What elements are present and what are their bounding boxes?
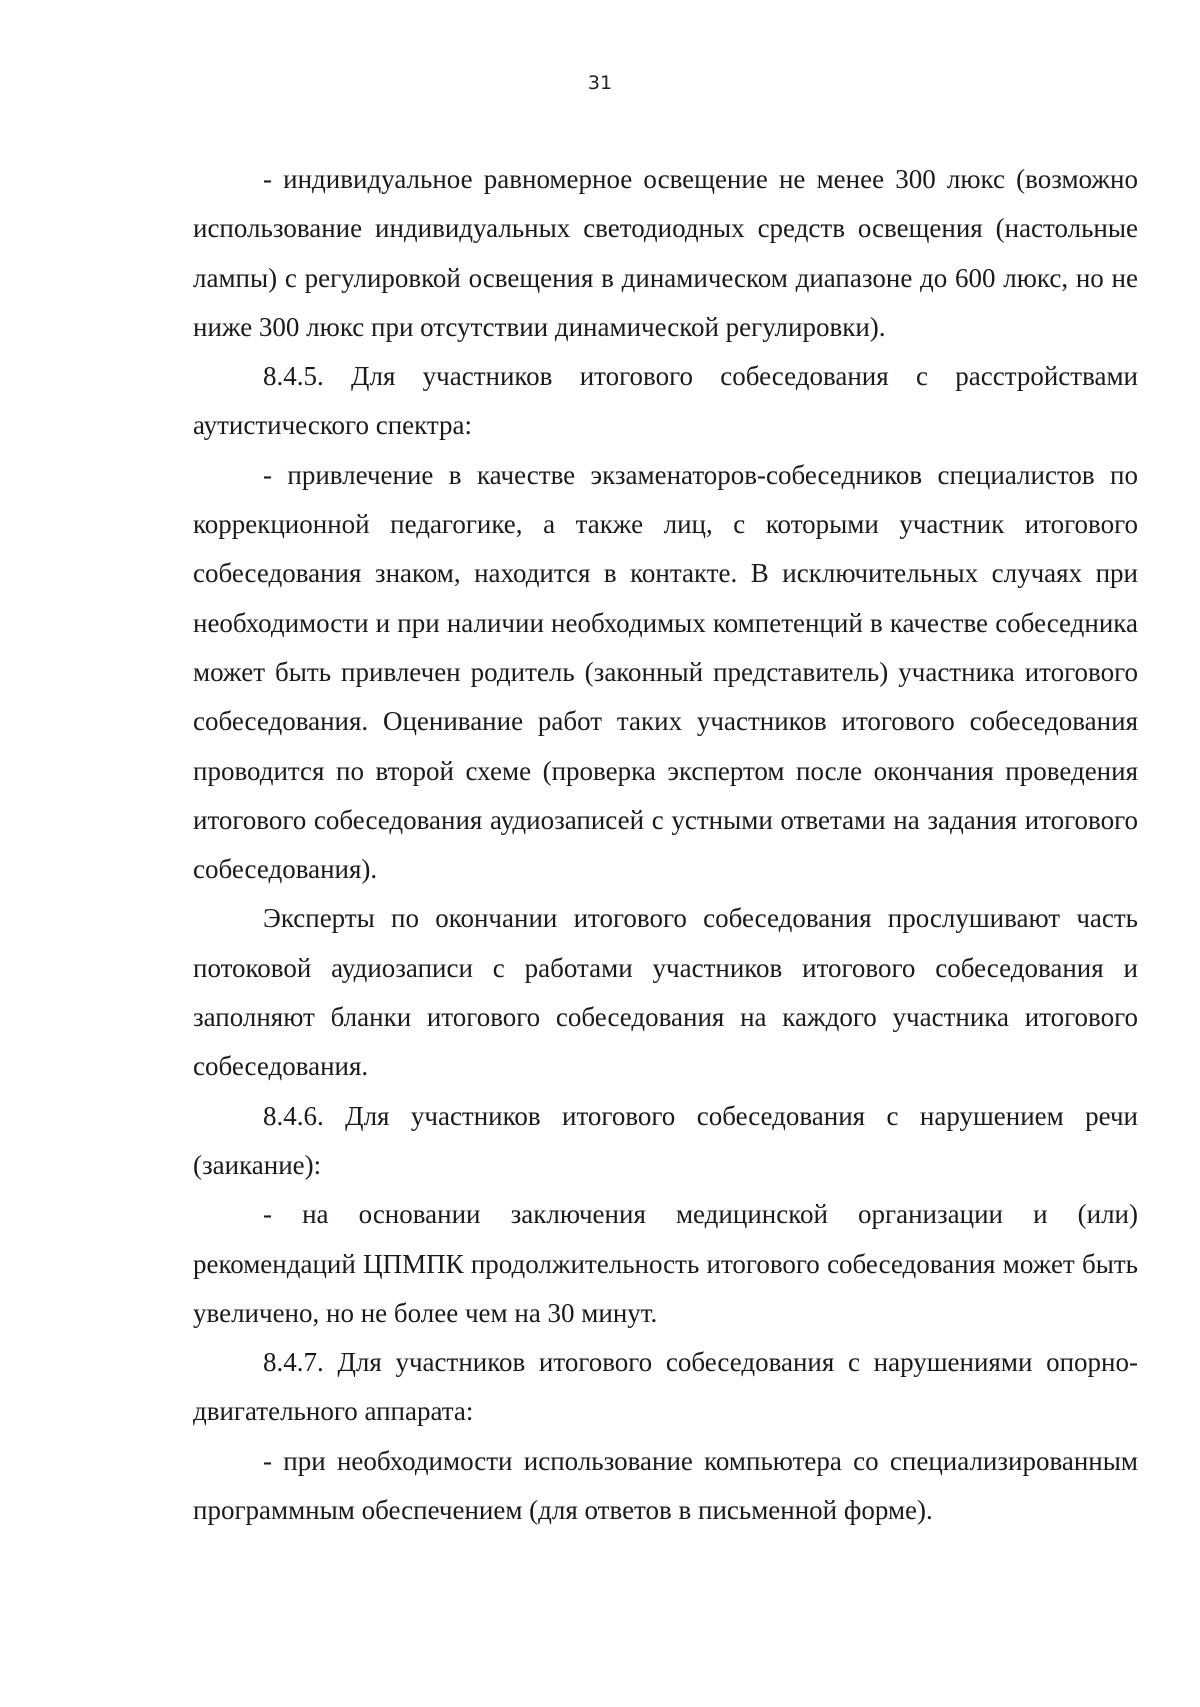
paragraph-8-4-5-heading: 8.4.5. Для участников итогового собеседования с расстройствами аутистического спектра: xyxy=(193,361,1138,441)
paragraph-duration: - на основании заключения медицинской организации и (или) рекомендаций ЦПМПК продолжительность итогового собеседования может быть увеличено, но не более чем на 30 минут. xyxy=(193,1199,1138,1328)
paragraph-8-4-6-heading: 8.4.6. Для участников итогового собеседования с нарушением речи (заикание): xyxy=(193,1100,1138,1180)
document-body xyxy=(193,155,1138,1535)
paragraph-examiners: - привлечение в качестве экзаменаторов-собеседников специалистов по коррекционной педагогике, а также лиц, с которыми участник итогового собеседования знаком, находится в контакте. В исключительных случаях при необходимости и при наличии необходимых компетенций в качестве собеседника может быть привлечен родитель (законный представитель) участника итогового собеседования. Оценивание работ таких участников итогового собеседования проводится по второй схеме (проверка экспертом после окончания проведения итогового собеседования аудиозаписей с устными ответами на задания итогового собеседования). xyxy=(193,459,1138,885)
paragraph-lighting: - индивидуальное равномерное освещение не менее 300 люкс (возможно использование индивидуальных светодиодных средств освещения (настольные лампы) с регулировкой освещения в динамическом диапазоне до 600 люкс, но не ниже 300 люкс при отсутствии динамической регулировки). xyxy=(193,164,1138,342)
paragraph-experts: Эксперты по окончании итогового собеседования прослушивают часть потоковой аудиозаписи с работами участников итогового собеседования и заполняют бланки итогового собеседования на каждого участника итогового собеседования. xyxy=(193,903,1138,1082)
page-number: 31 xyxy=(587,72,613,94)
paragraph-8-4-7-heading: 8.4.7. Для участников итогового собеседования с нарушениями опорно-двигательного аппарата: xyxy=(193,1347,1138,1427)
paragraph-computer: - при необходимости использование компьютера со специализированным программным обеспечением (для ответов в письменной форме). xyxy=(193,1445,1138,1526)
